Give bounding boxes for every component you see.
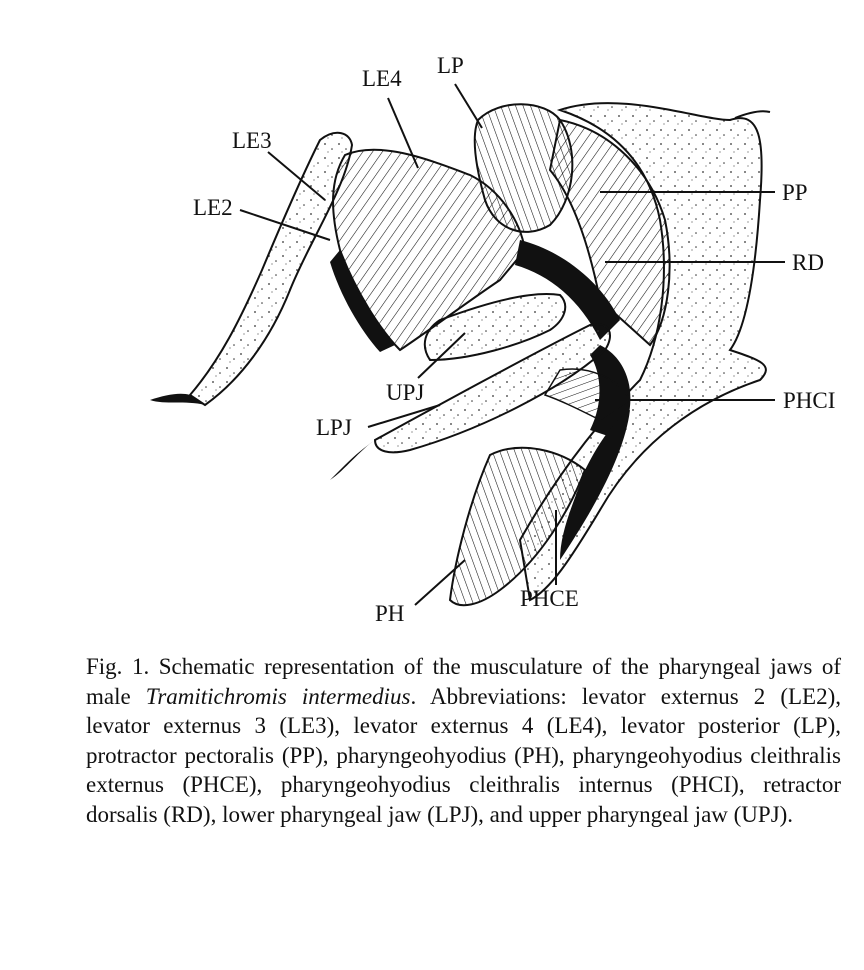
caption-species-name: Tramitichromis intermedius (145, 683, 411, 709)
right-bone-edge (735, 111, 770, 118)
label-upj: UPJ (386, 380, 425, 405)
leader-lp (455, 84, 482, 128)
label-pp: PP (782, 180, 808, 205)
lpj-tail (330, 440, 375, 480)
label-le4: LE4 (362, 66, 402, 91)
label-lp: LP (437, 53, 464, 78)
caption-text-before: Schematic representation of the musculature of the pharyngeal jaws of male (86, 654, 842, 709)
label-rd: RD (792, 250, 824, 275)
label-phci: PHCI (783, 388, 836, 413)
caption-text-after: . Abbreviations: levator externus 2 (LE2), levator externus 3 (LE3), levator externus 4 (LE4), levator posterior (LP), protractor pectoralis (PP), pharyngeohyodius (PH), pharyngeohyodius cleithralis externus (PHCE), pharyngeohyodius cleithralis internus (PHCI), retractor dorsalis (RD), lower pharyngeal jaw (LPJ), and upper pharyngeal jaw (UPJ). (86, 683, 842, 827)
figure-caption (86, 652, 841, 829)
label-ph: PH (375, 601, 405, 626)
label-phce: PHCE (520, 586, 579, 611)
left-bone (190, 133, 352, 405)
label-lpj: LPJ (316, 415, 352, 440)
caption-fig-label: Fig. 1. (86, 654, 150, 679)
label-le3: LE3 (232, 128, 272, 153)
label-le2: LE2 (193, 195, 233, 220)
